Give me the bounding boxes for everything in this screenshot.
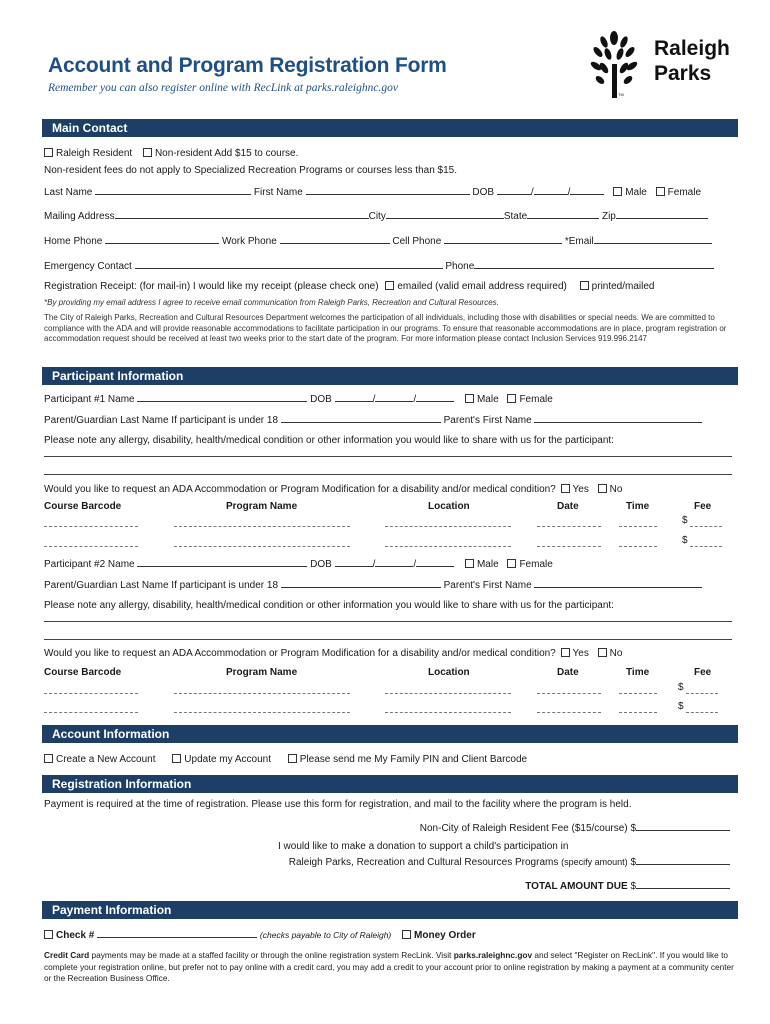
participant1-note-label: Please note any allergy, disability, health/medical condition or other information you would like to share with us for the participant: [44,435,614,446]
state-field[interactable] [527,210,599,219]
send-pin-label: Please send me My Family PIN and Client Barcode [299,754,528,765]
p1-col-course-barcode: Course Barcode [44,501,122,512]
participant2-dob-label: DOB [310,559,332,570]
page-subtitle: Remember you can also register online with RecLink at parks.raleighnc.gov [48,82,398,94]
p1-col-program-name: Program Name [226,501,298,512]
section-main-contact: Main Contact [42,119,738,137]
mailing-address-field[interactable] [115,210,369,219]
cell-phone-field[interactable] [444,235,562,244]
p1-r2-date-field[interactable] [537,546,601,547]
p2-col-program-name: Program Name [226,667,298,678]
section-account-information: Account Information [42,725,738,743]
participant1-dob-day[interactable] [375,393,413,402]
p2-r1-time-field[interactable] [619,693,657,694]
donation-dollar: $ [630,857,636,868]
work-phone-label: Work Phone [221,236,277,247]
p1-r2-barcode-field[interactable] [44,546,138,547]
check-label: Check # [56,930,95,941]
p2-col-course-barcode: Course Barcode [44,667,122,678]
receipt-printed-label: printed/mailed [591,281,655,292]
work-phone-field[interactable] [280,235,390,244]
female-checkbox[interactable] [656,187,665,196]
participant2-guardian-field[interactable] [281,579,441,588]
p2-col-fee: Fee [694,667,712,678]
participant2-note-line-2[interactable] [44,639,732,640]
participant1-ada-yes-checkbox[interactable] [561,484,570,493]
non-city-fee-dollar: $ [630,823,636,834]
donation-specify-amount: (specify amount) [561,857,628,867]
participant2-male-checkbox[interactable] [465,559,474,568]
participant1-female-label: Female [519,394,553,405]
participant2-name-row: Participant #2 Name DOB / / Male Female [44,559,553,570]
participant1-note-line-1[interactable] [44,456,732,457]
p1-r2-location-field[interactable] [385,546,511,547]
p1-r1-fee-field[interactable] [690,526,722,527]
male-label: Male [625,187,647,198]
emergency-contact-label: Emergency Contact [44,261,132,272]
p2-r1-date-field[interactable] [537,693,601,694]
participant1-name-label: Participant #1 Name [44,394,135,405]
section-registration-information: Registration Information [42,775,738,793]
last-name-label: Last Name [44,187,93,198]
p2-r2-program-field[interactable] [174,712,350,713]
non-city-fee-field[interactable] [636,822,730,831]
participant1-guardian-label: Parent/Guardian Last Name If participant is under 18 [44,415,279,426]
section-payment-information: Payment Information [42,901,738,919]
total-amount-label: TOTAL AMOUNT DUE [525,881,628,892]
dob-year-field[interactable] [570,186,604,195]
donation-amount-field[interactable] [636,856,730,865]
city-label: City [368,211,386,222]
receipt-label: Registration Receipt: (for mail-in) I would like my receipt (please check one) [44,281,379,292]
name-row: Last Name First Name DOB / / Male Female [44,187,702,198]
receipt-emailed-checkbox[interactable] [385,281,394,290]
participant1-male-checkbox[interactable] [465,394,474,403]
p1-col-date: Date [557,501,579,512]
p2-r2-fee-field[interactable] [686,712,718,713]
check-number-field[interactable] [97,929,257,938]
emergency-row [44,260,714,272]
participant1-note-line-2[interactable] [44,474,732,475]
raleigh-parks-logo [588,28,738,100]
non-city-fee-row [420,822,730,834]
emergency-phone-label: Phone [445,261,475,272]
emergency-phone-field[interactable] [474,260,714,269]
participant1-ada-row [44,484,622,495]
participant2-note-label: Please note any allergy, disability, health/medical condition or other information you would like to share with us for the participant: [44,600,614,611]
payment-required-text: Payment is required at the time of registration. Please use this form for registration, and mail to the facility where the program is held. [44,799,632,810]
participant1-male-label: Male [476,394,499,405]
participant1-name-row: Participant #1 Name DOB / / Male Female [44,394,553,405]
non-resident-label: Non-resident Add $15 to course. [154,148,299,159]
email-label: *Email [564,236,594,247]
participant2-name-label: Participant #2 Name [44,559,135,570]
phone-row [44,235,712,247]
participant1-parent-first-label: Parent's First Name [443,415,532,426]
participant1-dob-month[interactable] [335,393,373,402]
participant1-guardian-row [44,414,702,426]
email-consent: *By providing my email address I agree to receive email communication from Raleigh Parks, Recreation and Cultural Resources. [44,298,499,307]
non-resident-checkbox[interactable] [143,148,152,157]
participant2-male-label: Male [476,559,499,570]
participant2-ada-yes-label: Yes [572,648,589,659]
money-order-checkbox[interactable] [402,930,411,939]
credit-card-label: Credit Card [44,950,90,960]
credit-card-info [44,950,734,985]
ada-statement: The City of Raleigh Parks, Recreation and Cultural Resources Department welcomes the participation of all individuals, including those with disabilities or special needs. We are committed to compliance with the ADA and will provide reasonable accommodations to facilitate participation in our programs. To ensure that reasonable accommodations are in place, program registration or accommodation request should be received at least two weeks prior to the start date of the program. For more information please contact Inclusion Services 919.996.2147 [44,313,727,343]
credit-card-text-2: and select "Register on RecLink". If you would like to complete your registration online, but prefer not to pay online with a credit card, you may add a credit to your account prior to online registration by making a payment at a community center or the Recreation Business Office. [44,950,734,983]
parks-url-link[interactable]: parks.raleighnc.gov [453,950,533,960]
participant2-guardian-row [44,579,702,591]
participant2-ada-no-checkbox[interactable] [598,648,607,657]
send-pin-checkbox[interactable] [288,754,297,763]
update-account-label: Update my Account [184,754,271,765]
participant1-female-checkbox[interactable] [507,394,516,403]
emergency-contact-field[interactable] [135,260,443,269]
p2-r2-date-field[interactable] [537,712,601,713]
email-field[interactable] [594,235,712,244]
p1-r2-time-field[interactable] [619,546,657,547]
p1-col-time: Time [626,501,650,512]
raleigh-resident-label: Raleigh Resident [56,148,133,159]
participant2-ada-question: Would you like to request an ADA Accommodation or Program Modification for a disability and/or medical condition? [44,648,556,659]
participant1-guardian-field[interactable] [281,414,441,423]
receipt-emailed-label: emailed (valid email address required) [397,281,567,292]
participant1-ada-yes-label: Yes [572,484,589,495]
money-order-label: Money Order [414,930,476,941]
participant2-dob-day[interactable] [375,558,413,567]
non-city-fee-label: Non-City of Raleigh Resident Fee ($15/course) [419,823,628,834]
home-phone-label: Home Phone [44,236,103,247]
logo-text-parks: Parks [654,62,712,85]
participant2-dob-year[interactable] [416,558,454,567]
first-name-field[interactable] [306,186,470,195]
male-checkbox[interactable] [613,187,622,196]
update-account-checkbox[interactable] [172,754,181,763]
p2-r1-location-field[interactable] [385,693,511,694]
p1-r1-location-field[interactable] [385,526,511,527]
total-row [525,880,730,892]
p2-r2-fee-sign: $ [678,701,684,712]
p2-col-time: Time [626,667,650,678]
p1-r1-fee-sign: $ [682,515,688,526]
raleigh-resident-checkbox[interactable] [44,148,53,157]
donation-label-1: I would like to make a donation to support a child's participation in [278,841,569,852]
state-label: State [503,211,528,222]
mailing-address-label: Mailing Address [44,211,115,222]
section-participant-information: Participant Information [42,367,738,385]
participant1-ada-no-label: No [609,484,623,495]
participant1-parent-first-field[interactable] [534,414,702,423]
participant2-guardian-label: Parent/Guardian Last Name If participant is under 18 [44,580,279,591]
p1-r2-fee-field[interactable] [690,546,722,547]
participant2-parent-first-label: Parent's First Name [443,580,532,591]
credit-card-text-1: payments may be made at a staffed facility or through the online registration system RecLink. Visit [91,950,452,960]
participant2-female-checkbox[interactable] [507,559,516,568]
participant2-note-line-1[interactable] [44,621,732,622]
p1-r1-barcode-field[interactable] [44,526,138,527]
participant1-ada-no-checkbox[interactable] [598,484,607,493]
home-phone-field[interactable] [105,235,219,244]
last-name-field[interactable] [95,186,251,195]
address-row [44,210,708,222]
residency-row [44,148,298,159]
logo-text-raleigh: Raleigh [654,37,730,60]
p2-r2-location-field[interactable] [385,712,511,713]
p2-col-location: Location [428,667,470,678]
dob-day-field[interactable] [534,186,568,195]
participant2-ada-no-label: No [609,648,623,659]
cell-phone-label: Cell Phone [392,236,442,247]
participant2-name-field[interactable] [137,558,307,567]
p1-r2-program-field[interactable] [174,546,350,547]
p1-col-location: Location [428,501,470,512]
participant2-dob-month[interactable] [335,558,373,567]
zip-field[interactable] [616,210,708,219]
participant1-dob-label: DOB [310,394,332,405]
p1-r1-program-field[interactable] [174,526,350,527]
participant2-parent-first-field[interactable] [534,579,702,588]
p2-col-date: Date [557,667,579,678]
zip-label: Zip [601,211,616,222]
page-title: Account and Program Registration Form [48,54,447,77]
receipt-printed-checkbox[interactable] [580,281,589,290]
city-field[interactable] [386,210,504,219]
payment-method-row [44,929,476,941]
dob-label: DOB [472,187,495,198]
participant2-ada-row [44,648,622,659]
account-options-row [44,754,527,765]
create-account-label: Create a New Account [56,754,156,765]
dob-month-field[interactable] [497,186,531,195]
participant1-dob-year[interactable] [416,393,454,402]
p1-r1-time-field[interactable] [619,526,657,527]
tree-icon [588,28,644,100]
create-account-checkbox[interactable] [44,754,53,763]
total-amount-field[interactable] [636,880,730,889]
non-resident-note: Non-resident fees do not apply to Specialized Recreation Programs or courses less than $15. [44,165,458,176]
p1-r2-fee-sign: $ [682,535,688,546]
female-label: Female [667,187,702,198]
receipt-row [44,281,654,292]
p2-r2-barcode-field[interactable] [44,712,138,713]
donation-label-2: Raleigh Parks, Recreation and Cultural Resources Programs [288,857,559,868]
p2-r2-time-field[interactable] [619,712,657,713]
p2-r1-barcode-field[interactable] [44,693,138,694]
participant1-name-field[interactable] [137,393,307,402]
participant1-ada-question: Would you like to request an ADA Accommodation or Program Modification for a disability and/or medical condition? [44,484,556,495]
donation-row [289,856,730,868]
check-checkbox[interactable] [44,930,53,939]
check-payable-note: (checks payable to City of Raleigh) [259,930,392,940]
p2-r1-program-field[interactable] [174,693,350,694]
participant2-ada-yes-checkbox[interactable] [561,648,570,657]
first-name-label: First Name [253,187,303,198]
p2-r1-fee-sign: $ [678,682,684,693]
p2-r1-fee-field[interactable] [686,693,718,694]
p1-r1-date-field[interactable] [537,526,601,527]
logo-trademark: TM [618,92,624,97]
p1-col-fee: Fee [694,501,712,512]
total-dollar: $ [630,881,636,892]
participant2-female-label: Female [519,559,553,570]
